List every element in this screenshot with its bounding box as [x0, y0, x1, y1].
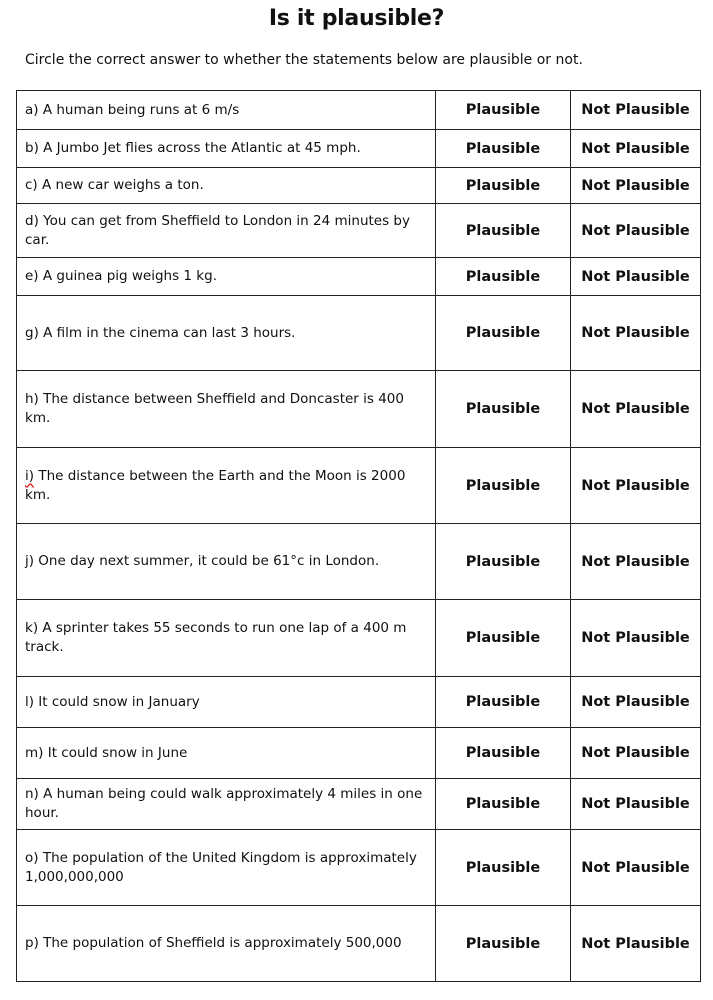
not-plausible-option[interactable]: Not Plausible	[571, 371, 701, 448]
plausible-option[interactable]: Plausible	[436, 600, 571, 677]
statement-text: n) A human being could walk approximately 4 miles in one hour.	[17, 779, 436, 830]
not-plausible-option[interactable]: Not Plausible	[571, 204, 701, 258]
plausible-option[interactable]: Plausible	[436, 296, 571, 371]
statement-text: b) A Jumbo Jet flies across the Atlantic at 45 mph.	[17, 130, 436, 168]
instructions: Circle the correct answer to whether the statements below are plausible or not.	[25, 52, 583, 68]
statement-row	[17, 524, 701, 600]
plausible-option[interactable]: Plausible	[436, 830, 571, 906]
statement-row	[17, 168, 701, 204]
plausible-option[interactable]: Plausible	[436, 168, 571, 204]
not-plausible-option[interactable]: Not Plausible	[571, 728, 701, 779]
statement-row	[17, 830, 701, 906]
not-plausible-option[interactable]: Not Plausible	[571, 448, 701, 524]
plausible-option[interactable]: Plausible	[436, 906, 571, 982]
not-plausible-option[interactable]: Not Plausible	[571, 600, 701, 677]
statement-text: j) One day next summer, it could be 61°c in London.	[17, 524, 436, 600]
statement-text: g) A film in the cinema can last 3 hours.	[17, 296, 436, 371]
statement-text: h) The distance between Sheffield and Doncaster is 400 km.	[17, 371, 436, 448]
statement-row	[17, 91, 701, 130]
not-plausible-option[interactable]: Not Plausible	[571, 296, 701, 371]
not-plausible-option[interactable]: Not Plausible	[571, 779, 701, 830]
plausible-option[interactable]: Plausible	[436, 524, 571, 600]
statement-row	[17, 296, 701, 371]
plausible-option[interactable]: Plausible	[436, 130, 571, 168]
statement-text: p) The population of Sheffield is approximately 500,000	[17, 906, 436, 982]
not-plausible-option[interactable]: Not Plausible	[571, 830, 701, 906]
plausible-option[interactable]: Plausible	[436, 779, 571, 830]
plausible-option[interactable]: Plausible	[436, 204, 571, 258]
not-plausible-option[interactable]: Not Plausible	[571, 524, 701, 600]
plausible-option[interactable]: Plausible	[436, 91, 571, 130]
statement-text: e) A guinea pig weighs 1 kg.	[17, 258, 436, 296]
plausible-option[interactable]: Plausible	[436, 728, 571, 779]
statement-row	[17, 728, 701, 779]
statement-row	[17, 448, 701, 524]
not-plausible-option[interactable]: Not Plausible	[571, 168, 701, 204]
plausible-option[interactable]: Plausible	[436, 371, 571, 448]
statements-table	[16, 90, 701, 982]
statement-prefix: i)	[25, 467, 35, 484]
plausible-option[interactable]: Plausible	[436, 677, 571, 728]
statement-text: l) It could snow in January	[17, 677, 436, 728]
not-plausible-option[interactable]: Not Plausible	[571, 258, 701, 296]
plausible-option[interactable]: Plausible	[436, 258, 571, 296]
statement-row	[17, 258, 701, 296]
not-plausible-option[interactable]: Not Plausible	[571, 130, 701, 168]
plausible-option[interactable]: Plausible	[436, 448, 571, 524]
statement-text: d) You can get from Sheffield to London in 24 minutes by car.	[17, 204, 436, 258]
statement-text: o) The population of the United Kingdom is approximately 1,000,000,000	[17, 830, 436, 906]
statement-body: The distance between the Earth and the Moon is 2000 km.	[25, 467, 406, 503]
statement-row	[17, 906, 701, 982]
page-title: Is it plausible?	[268, 6, 445, 31]
statement-text: a) A human being runs at 6 m/s	[17, 91, 436, 130]
statement-row	[17, 600, 701, 677]
statement-row	[17, 677, 701, 728]
statement-row	[17, 130, 701, 168]
not-plausible-option[interactable]: Not Plausible	[571, 906, 701, 982]
statement-row	[17, 371, 701, 448]
statement-row	[17, 204, 701, 258]
not-plausible-option[interactable]: Not Plausible	[571, 677, 701, 728]
statement-text: k) A sprinter takes 55 seconds to run one lap of a 400 m track.	[17, 600, 436, 677]
statement-text: c) A new car weighs a ton.	[17, 168, 436, 204]
statement-text	[17, 448, 436, 524]
not-plausible-option[interactable]: Not Plausible	[571, 91, 701, 130]
statement-text: m) It could snow in June	[17, 728, 436, 779]
statement-row	[17, 779, 701, 830]
